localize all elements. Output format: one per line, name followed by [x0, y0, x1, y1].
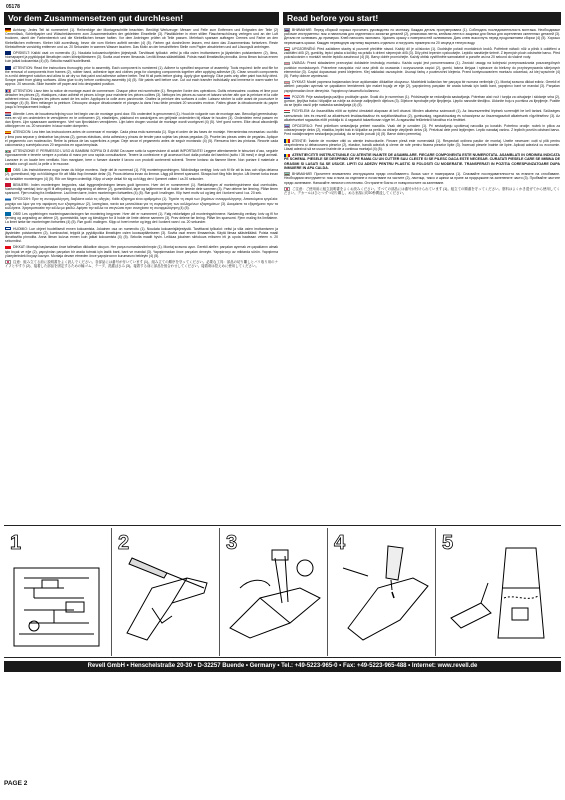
paragraph-text: UPOZORNĚNÍ: Před začátkem stavby si pozorně přečtěte návod. Každý díl je očíslován (1). Dodržujte pořadí montážních kroků. Potřebné nářadí: nůž a pilník k oddělení a začištění dílů (2), gumičky, lepicí páska a kolíčky na prádlo k držení slepených dílů (3). Díly před lepením vyzkoušejte. Lepidlo nanášejte šetrně. Z lepených ploch odstraňte barvu. Před pokračováním v montáži nechte lepidlo zaschnout (4) (5). Barvy dobře promíchejte. Každý obtisk vystřihněte samostatně a ponořte asi na 20 sekund do vlažné vody. — [284, 46, 560, 60]
instruction-paragraph — [284, 95, 560, 108]
paragraph-text: 注意：組み立てる前に説明書をよく読んでください。各部品には番号が付いています (1)。組み立ての順序を守ってください。必要な工具：部品の切り離しとバリ取り用のナイフとやすり (2)、接着した部品を固定するための輪ゴム、テープ、洗濯ばさみ (3)。接着する前に部品を仮合わせしてください。接着剤は控えめに使用してください。 — [5, 259, 278, 269]
instruction-paragraph — [284, 109, 560, 122]
page-number: PAGE 2 — [4, 780, 28, 787]
paragraph-text: FIGYELEM: Az összeállítás előtt az építési útmutatót alaposan át kell olvasni. Minden alkatrész számozott (1). Az összeszerelési lépések sorrendjét be kell tartani. Szükséges szerszámok: kés és reszelő az alkatrészek leválasztásához és sorjátlanításához (2), gumiszalag, ragasztószalag és ruhacsipesz az összeragasztott alkatrészek rögzítéséhez (3). Az alkatrészeket ragasztás előtt próbálja ki. A ragasztót takarékosan vigye fel. A ragasztási felületekről távolítsa el a festéket. — [284, 109, 560, 122]
step-number: 4 — [334, 532, 346, 554]
instruction-paragraph — [284, 47, 560, 60]
step-4-panel — [328, 528, 436, 656]
paragraph-text: BEMÆRK: Inden monteringen begyndes, skal byggevejledningen læses godt igennem. Hver del er nummereret (1). Rækkefølgen af monteringstrinene skal overholdes. Nødvendigt værktøj: kniv og fil til afbrydning og afgratning af delene (2), gummibånd, tape og tøjklemmer til at holde de limede dele sammen (3). Prøv delene før limning. Påfør limen sparsomt. Fjern maling fra limfladerne. Lad limen tørre, inden monteringen fortsættes (4) (5). Rør godt i malingen. Klip hvert motiv ud og læg det i lunkent vand i ca. 20 sek. — [5, 182, 278, 196]
instructions-right-column — [284, 28, 560, 524]
instruction-paragraph — [5, 28, 278, 49]
paragraph-text: Attentie: Lees de bouwbeschrijving voor het begin van de montage goed door. Elk onderdeel is genummerd (1). Houd de volgorde van de montage aan. Benodigd gereedschap: mes en vijl om onderdelen te verwijderen en te ontbramen (2), elastiekjes, plakband en wasknijpers om gelijmde onderdelen bij elkaar te houden (3). Onderdelen eerst passen en dan lijmen. Lijm spaarzaam aanbrengen. Verf van lijmvlakken verwijderen. Lijm laten drogen voordat de montage wordt voortgezet (4) (5). Verf goed roeren. Elke decal afzonderlijk uitknippen en ca. 20 seconden in lauw water dompelen. — [5, 111, 278, 129]
numbered-parts-illustration — [4, 528, 112, 656]
paragraph-text: OBS: Läs instruktionerna noga innan du börjar montera. Varje del är numrerad (1). Följ monteringsordningen. Nödvändiga verktyg: kniv och fil för att ta loss och slipa delarna (2), gummiband, tejp och klädnypor för att hålla ihop limmade delar (3). Prova delarna innan du limmar. Lägg på limmet sparsamt. Skrapa bort färg från limytor. Låt limmet torka innan du fortsätter monteringen (4) (5). Rör om färgen ordentligt. Klipp ut varje dekal för sig och lägg den i ljummet vatten i ca 20 sekunder. — [5, 168, 278, 181]
paragraph-text: HUOMIO: Lue ohjeet huolellisesti ennen kokoamista. Jokainen osa on numeroitu (1). Noudata kokoamisjärjestystä. Tarvittavat työkalut: veitsi ja viila osien irrottamiseen ja jäysteiden poistamiseen (2), kuminauhat, teippiä ja pyykkipoikia liimattujen osien koossapitämiseen (3). Sovita osat ennen liimaamista. Käytä liimaa säästeliäästi. Poista maali liimattavilta pinnoilta. Anna liiman kuivua ennen kuin jatkat kokoamista (4) (5). Sekoita maalit hyvin. Leikkaa jokainen siirtokuva erikseen irti ja upota haaleaan veteen n. 20 sekunniksi. — [5, 226, 278, 244]
step-number: 5 — [442, 532, 454, 554]
paragraph-text: ATTENTION: Lisez bien la notice de montage avant de commencer. Chaque pièce est numérotée (1). Respecter l'ordre des opérations. Outils nécessaires: couteau et lime pour détacher les pièces (2), élastiques, ruban adhésif et pinces à linge pour maintenir les pièces collées (3). Nettoyez les pièces au savon et laissez sécher afin que la peinture et la colle adhèrent mieux. Essayez les pièces avant de les coller. Appliquez la colle avec parcimonie. Grattez la peinture des surfaces à coller. Laissez sécher la colle avant de poursuivre le montage (4) (5). Bien mélanger la peinture. Découpez chaque décalcomanie et plongez-la dans l'eau tiède pendant 20 secondes environ. Faites glisser la décalcomanie du papier jusqu'à l'emplacement indiqué. — [5, 88, 278, 110]
product-code: 05178 — [6, 4, 20, 10]
instruction-paragraph — [284, 61, 560, 78]
company-footer: Revell GmbH • Henschelstraße 20-30 • D-32257 Buende • Germany • Tel.: +49-5223-965-0 • Fax: +49-5223-965-488 • Internet: www.revell.de — [4, 661, 561, 672]
divider — [4, 525, 561, 526]
knife-and-file-illustration — [112, 528, 220, 656]
step-2-panel — [112, 528, 220, 656]
instruction-paragraph — [5, 149, 278, 166]
instruction-paragraph — [5, 227, 278, 244]
paragraph-text: OPISKELT: Kaikki osat on numeroitu (1). Noudata kokoamisohjeiden järjestystä. Tarvittavat työkalut: veitsi ja viila osien irrottamiseen ja jäysteiden poistamiseen (2), liima, hiomapaperi ja pyykkipojat liimattujen osien kiinnipitämiseen (3). Sovita osat ennen liimausta. Levitä liimaa säästeliäästi. Poista maali liimattavilta pinnoilta. Anna liiman kuivua ennen kuin jatkat kokoamista (4) (5). Sekoita maalit huolellisesti. — [5, 51, 278, 64]
paragraph-text: ATENTIE!CITITI INSTRUCTIUNILE CU ATENTIE INAINTE DE ASAMBLARE. FIECARE COMPONENTA ESTE NUMEROTATA. ASAMBLATI IN ORDINEA INDICATA PE SCHEMA. PIESELE SE DESPRIND DE PE RAMA CU UN CUTTER SAU CLESTE SI SE PILESC DACA ESTE NECESAR. CURATATI PIESELE CARE SE IMBINA DE GRASIMI SI LASATI SA SE USUCE. LIPITI CU ADEZIV PENTRU PLASTIC SI FOLOSITI CU MODERATIE. TRANSFERATI IN POZITIA CORESPUNZATOARE DUPA INMUIERE IN APA CALDA. — [284, 153, 560, 170]
instruction-paragraph — [5, 260, 278, 268]
step-number: 3 — [226, 532, 238, 554]
paragraph-text: DİKKAT: Montaja başlamadan önce talimatları dikkatlice okuyun. Her parça numaralandırılmıştır (1). Montaj sırasına uyun. Gerekli aletler: parçaları ayırmak ve çapaklarını almak için bıçak ve eğe (2), yapıştırılan parçaları bir arada tutmak için lastik bant, bant ve mandal (3). Yapıştırmadan önce parçaları deneyin. Yapıştırıcıyı az miktarda sürün. Yapıştırma yüzeylerindeki boyayı kazıyın. Montaja devam etmeden önce yapıştırıcının kurumasını bekleyin (4) (5). — [5, 245, 278, 258]
paragraph-text: ATTENZIONE! E' PERMESSO L'USO AI BAMBINI SOPRA DI 8 ANNI! Da usare sotto la supervisione di adulti IMPORTANTE! Leggere attentamente le istruzioni d'uso, seguirle rigorosamente e tenerle sempre a portata di mano per una rapida consultazione. Tenere la confezione e gli accessori fuori dalla portata dei bambini (sotto i 36 mesi) e degli animali. Lavorare in un locale ben ventilato. Non mangiare, bere o fumare durante il lavoro con prodotti contenenti solventi. Tenere lontano da fiamme libere. Non portare il materiale a contatto con gli occhi, la pelle o le mucose. — [5, 149, 278, 166]
instruction-paragraph — [5, 168, 278, 181]
instruction-paragraph — [5, 197, 278, 210]
instruction-paragraph — [5, 212, 278, 225]
applying-glue-illustration — [328, 528, 436, 656]
paragraph-text: DYKKAT: Model yapımına başlamadan önce açıklamaları dikkatlice okuyunuz. Modeldeki kullanılan her parçaya bir numara verilmiştir (1). Montaj sırasına dikkat ediniz. Gerekli el aletleri: parçaları ayırmak ve çapaklarını temizlemek için maket bıçağı ve eğe (2), yapıştırılmış parçaları bir arada tutmak için lastik bant, yapıştırıcı bant ve mandal (3). Parçaları yapıştırmadan önce deneyiniz. Yapıştırıcıyı tasarruflu kullanınız. — [284, 80, 560, 93]
paragraph-text: POZOR: Prije sastavljanja pažljivo pročitajte upute. Svaki dio je numeriran (1). Pridržavajte se redoslijeda sastavljanja. Potreban alat: nož i turpija za odvajanje i skidanje srha (2), gumice, ljepljiva traka i štipaljke za rublje za držanje zalijepljenih dijelova (3). Dijelove isprobajte prije lijepljenja. Ljepilo nanosite štedljivo. Uklonite boju s površina za lijepljenje. Pustite da se ljepilo osuši prije nastavka sastavljanja (4) (5). — [284, 94, 560, 108]
instruction-paragraph — [5, 66, 278, 87]
instruction-paragraph — [5, 245, 278, 258]
header-german: Vor dem Zusammensetzen gut durchlesen! — [4, 12, 279, 25]
instruction-paragraph — [5, 112, 278, 129]
instruction-paragraph — [5, 183, 278, 196]
paragraph-text: ATTENTION: Read the instructions thoroughly prior to assembly. Each component is numbered (1). Adhere to specified sequence of assembly. Tools required: knife and file for the removal of components from frames (2), rubber band, adhesive tape and clothes pegs for clamping components together after applying adhesive (3). Clean smooth components in a mild detergent solution and allow to air dry so that paint and adhesive adhere better. Test fit all parts before gluing. Apply glue sparingly. Glue parts only after paint has fully dried. Scrape paint from gluing surfaces. Allow glue to dry before continuing assembly (4) (5). Stir paints well before use. Cut out each transfer individually and immerse in warm water for approx. 20 seconds. Slide transfer off paper and into designated position. — [5, 65, 278, 87]
clamping-parts-illustration — [220, 528, 328, 656]
assembly-steps-strip — [4, 528, 561, 656]
instruction-paragraph — [5, 51, 278, 64]
step-number: 1 — [10, 532, 22, 554]
paragraph-text: ВНИМАНИЕ! Прочетете внимателно инструкцията преди сглобяването. Всяка част е номерирана (1). Спазвайте последователността на етапите на сглобяване. Необходими инструменти: нож и пила за отделяне и почистване на частите (2), ластици, тиксо и щипки за пране за придържане на залепените части (3). Пробвайте частите преди залепване. Нанасяйте лепилото пестеливо. Отстранете боята от повърхностите за залепване. — [284, 172, 560, 185]
paragraph-text: ΠΡΟΣΟΧΗ: Πριν τη συναρμολόγηση, διαβάστε καλά τις οδηγίες. Κάθε εξάρτημα είναι αριθμημένο (1). Τηρείτε τη σειρά των βημάτων συναρμολόγησης. Απαιτούμενα εργαλεία: μαχαίρι και λίμα για την αφαίρεση των εξαρτημάτων (2), λαστιχάκια, ταινία και μανταλάκια για τη συγκράτηση των κολλημένων εξαρτημάτων (3). Δοκιμάστε τα εξαρτήματα πριν τα κολλήσετε. Χρησιμοποιείτε την κόλλα με φειδώ. Αφήστε την κόλλα να στεγνώσει πριν συνεχίσετε τη συναρμολόγηση (4) (5). — [5, 197, 278, 210]
instruction-paragraph — [5, 89, 278, 110]
decal-in-water-illustration — [436, 528, 561, 656]
instructions-left-column — [5, 28, 278, 524]
step-number: 2 — [118, 532, 130, 554]
instruction-paragraph — [284, 187, 560, 195]
step-3-panel — [220, 528, 328, 656]
header-english: Read before you start! — [283, 12, 561, 25]
instruction-paragraph — [284, 153, 560, 170]
step-5-panel — [436, 528, 561, 656]
paragraph-text: ATENCION: Lea bien las instrucciones antes de comenzar el montaje. Cada pieza está numerada (1). Siga el orden de las fases de montaje. Herramientas necesarias: cuchillo y lima para separar y desbarbar las piezas (2), gomas elásticas, cinta adhesiva y pinzas de tender para sujetar las piezas pegadas (3). Pruebe las piezas antes de pegarlas. Aplique el pegamento con moderación. Retire la pintura de las superficies a pegar. Deje secar el pegamento antes de seguir montando (4) (5). Remueva bien las pinturas. Recorte cada calcomanía y sumérjala unos 20 segundos en agua templada. — [5, 130, 278, 148]
paragraph-text: ご注意：ご使用前に組立説明書をよくお読みください。すべての部品には番号が付けられています (1)。組立ての順番を守ってください。塗料はよくかき混ぜてから使用してください。デカールはひとつずつ切り離し、ぬるま湯に約20秒間浸してください。 — [284, 186, 560, 195]
instruction-paragraph — [284, 80, 560, 93]
paragraph-text: OBS! Les oppfeiringen monteringsanvisningen før montering begynner. Hver del er nummerert (1). Følg rekkefølgen på monteringstrinnene. Nødvendig verktøy: kniv og fil for fjerning og avgrading av delene (2), gummistrikk, tape og klesklyper for å holde de limte delene sammen (3). Prøv delene før liming. Påfør lim sparsomt. Fjern maling fra limflatene. La limet tørke før monteringen fortsettes (4) (5). Rør godt i malingen. Klipp ut hvert merke og legg det i lunkent vann i ca. 20 sekunder. — [5, 211, 278, 225]
instruction-paragraph — [5, 130, 278, 147]
paragraph-text: ATENȚIE: Înainte de montare citiți cu atenție instrucțiunile. Fiecare piesă este numerotată (1). Respectați ordinea pașilor de montaj. Unelte necesare: cuțit și pilă pentru desprinderea și debavurarea pieselor (2), elastice, bandă adezivă și cleme de rufe pentru fixarea pieselor lipite (3). Încercați piesele înainte de lipire. Aplicați adezivul cu economie. Lăsați adezivul să se usuce înainte de a continua montajul (4) (5). — [284, 138, 560, 152]
divider — [4, 657, 561, 658]
paragraph-text: OPOZORILO: Pred pričetkom sestavljanja preberi navodila. Vsak del je označen (1). Pri sestavljanju upoštevaj navodila po korakih. Potrebno orodje: nožek in pilica za odstranjevanje delov (2), elastika, lepilni trak in ščipalke za perilo za držanje zlepljenih delov (3). Preizkusi dele pred lepljenjem. Lepilo nanašaj varčno. Z lepilnih površin odstrani barvo. Pred nadaljevanjem sestavljanja počakaj, da se lepilo posuši (4) (5). Barve dobro premešaj. — [284, 124, 560, 137]
instruction-paragraph — [284, 124, 560, 137]
instruction-paragraph — [284, 139, 560, 152]
paragraph-text: UWAGA: Przed składaniem przeczytać dokładnie instrukcję montażu. Każda część jest ponumerowana (1). Zwrócić uwagę na kolejność przeprowadzania poszczególnych punktów montażowych. Potrzebne narzędzia: nóż oraz pilnik do usuwania i oczyszczania części (2), gumki, taśma klejąca i spinacze do bielizny do przytrzymywania sklejonych elementów (3). Części dopasować przed klejeniem. Klej nakładać oszczędnie. Usunąć farbę z powierzchni klejenia. Przed kontynuowaniem montażu odczekać, aż klej wyschnie (4) (5). Farby dobrze wymieszać. — [284, 61, 560, 79]
step-1-panel — [4, 528, 112, 656]
instruction-paragraph — [284, 28, 560, 45]
paragraph-text: ВНИМАНИЕ: Перед сборкой хорошо прочитать руководство по монтажу. Каждая деталь пронумерована (1). Соблюдать последовательность монтажа. Необходимые рабочие инструменты: нож и напильник для отделения и зачистки деталей (2), резиновая лента, клейкая лента и защипки для белья для скрепления склеенных деталей (3). Детали не склеивать до примерки. Клей наносить экономно. Удалить краску с поверхностей склеивания. Дать клею высохнуть перед продолжением сборки (4) (5). Хорошо перемешать краски. Каждую переводную картинку вырезать отдельно и погрузить примерно на 20 секунд в теплую воду. — [284, 28, 560, 45]
instruction-paragraph — [284, 172, 560, 185]
paragraph-text: Achtung: Jedes Teil ist nummeriert (1). Reihenfolge der Montageschritte beachten. Benötigt Werkzeuge: Messer und Feile zum Entfernen und Entgraten der Teile (2) Cementlack, Schleifpapier und Wäscheklammern zum Zusammenhalten der geklebten Einzelteile (3). Plastikkleber in einer stillen Flaschenschönung verlegen und an der Luft trocknen, damit der Farbenbereich und die Klebeflächen besser haften. Vor dem Anbringen prüfen ob Teile passen. Mehrfach sparsam auftragen Cremes und Farbe an den Klebeflächen entfernen. Kleber hält zuverlässig, bevor die vom Kleben auftritt werden (4) (5). Farben gut durchrühren lassen, erst dann das Zusammenbau fortsetzen. Reste Klebstoffreste vorsichtig entfernen und ca. 20 Sekunden in warmes Wasser tauchen. Das Motiv an der beschrifteten Stelle vom Papier abschieben und auf Lösungsöl anbringen. — [5, 28, 278, 49]
